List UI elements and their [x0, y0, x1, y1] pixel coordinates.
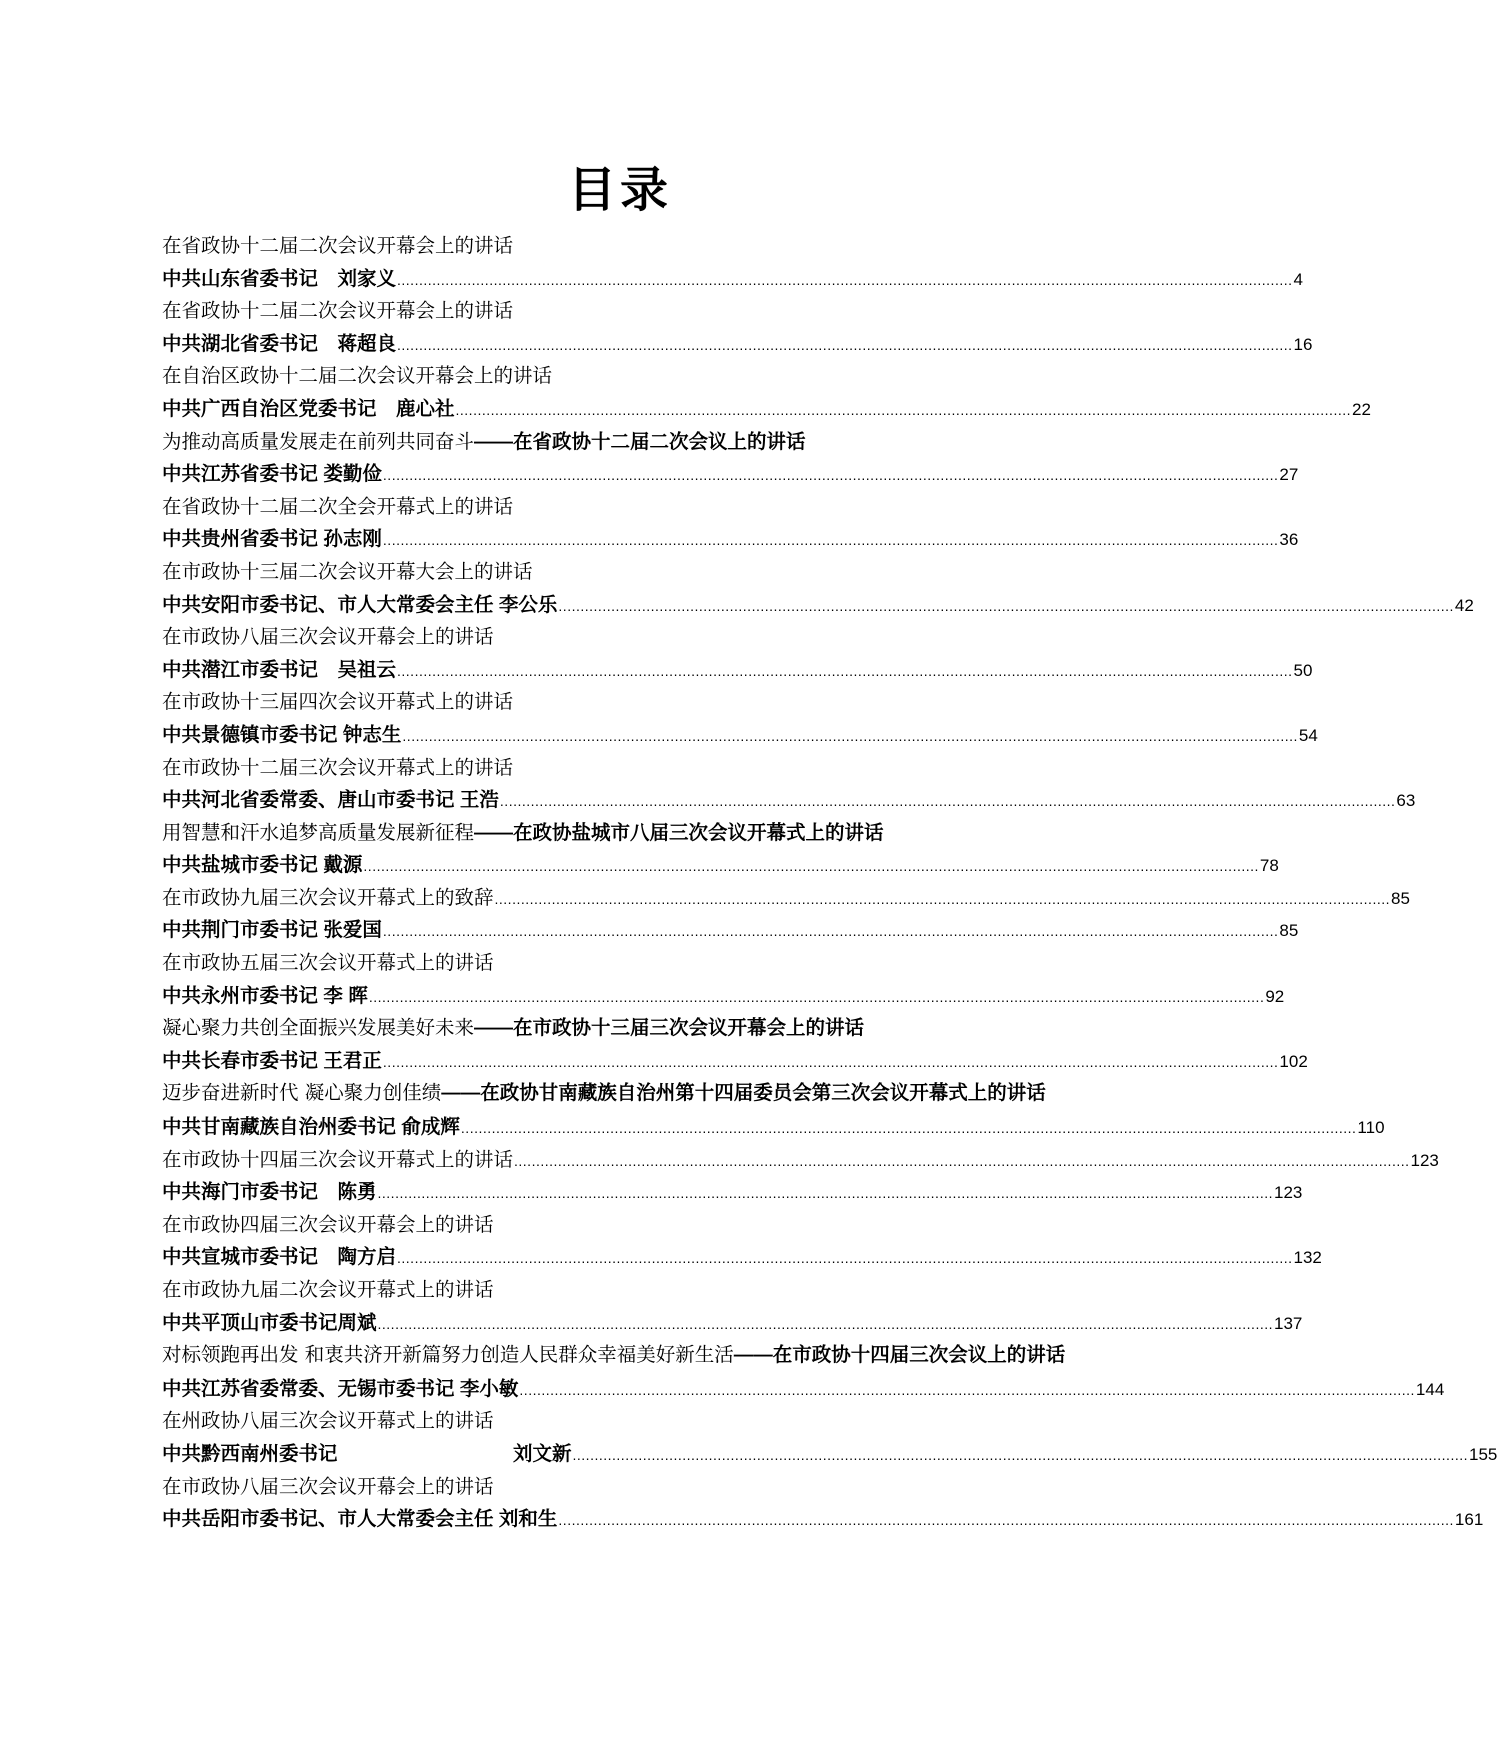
toc-entry-author-line[interactable]: [162, 458, 1299, 491]
toc-entry-page: 123: [1274, 1183, 1303, 1203]
toc-entry-author-line[interactable]: [162, 1307, 1303, 1340]
toc-entry-title: [162, 1012, 1092, 1045]
dot-leader: ............................................................................................................................................................................................................: [558, 1512, 1454, 1529]
toc-entry-author-line[interactable]: [162, 719, 1318, 752]
toc-entry-author: 中共江苏省委书记 娄勤俭: [162, 463, 382, 486]
toc-entry-author-line[interactable]: [162, 784, 1416, 817]
toc-entry-author-line[interactable]: [162, 654, 1313, 687]
toc-entry-title: 在市政协八届三次会议开幕会上的讲话: [162, 1474, 494, 1498]
toc-entry-page: 4: [1293, 269, 1303, 289]
dot-leader: ............................................................................................................................................................................................................: [397, 1250, 1293, 1267]
toc-entry-title: 在省政协十二届二次会议开幕会上的讲话: [162, 299, 514, 323]
dot-leader: ............................................................................................................................................................................................................: [377, 1185, 1274, 1202]
toc-entry-page: 50: [1293, 660, 1313, 680]
toc-entry-author-line[interactable]: [162, 980, 1285, 1013]
toc-entry-author-line[interactable]: [162, 589, 1474, 622]
dot-leader: ............................................................................................................................................................................................................: [397, 336, 1293, 353]
toc-entry-author: 中共平顶山市委书记周斌: [162, 1311, 377, 1334]
toc-entry-title: 在市政协十三届四次会议开幕式上的讲话: [162, 690, 514, 714]
page-title: 目录: [567, 162, 672, 218]
toc-entry-title-sub: ——在市政协十四届三次会议上的讲话: [733, 1344, 1066, 1367]
toc-entry-title: [162, 1077, 1092, 1111]
toc-entry-title: 在市政协九届三次会议开幕式上的致辞: [162, 885, 494, 909]
toc-entry-title: [162, 817, 1092, 850]
toc-entry-title: [162, 1339, 1092, 1373]
toc-entry-page: 22: [1352, 399, 1371, 419]
toc-entry-author: 中共长春市委书记 王君正: [162, 1049, 382, 1072]
dot-leader: ............................................................................................................................................................................................................: [494, 890, 1391, 907]
toc-entry-author: 中共宣城市委书记 陶方启: [162, 1246, 397, 1269]
toc-entry-page: 63: [1396, 791, 1416, 811]
toc-entry-title-main: 对标领跑再出发 和衷共济开新篇努力创造人民群众幸福美好新生活: [162, 1343, 734, 1367]
toc-entry-page: 85: [1391, 888, 1410, 908]
toc-entry-author: 中共安阳市委书记、市人大常委会主任 李公乐: [162, 593, 558, 616]
toc-entry-title-main: 迈步奋进新时代 凝心聚力创佳绩: [162, 1081, 442, 1105]
table-of-contents: [162, 230, 1497, 1536]
dot-leader: ............................................................................................................................................................................................................: [514, 1152, 1410, 1169]
dot-leader: ............................................................................................................................................................................................................: [460, 1120, 1357, 1137]
toc-entry-page: 123: [1410, 1150, 1439, 1170]
toc-entry-page: 36: [1279, 530, 1299, 550]
toc-entry-author: 中共岳阳市委书记、市人大常委会主任 刘和生: [162, 1508, 558, 1531]
toc-entry-page: 16: [1293, 334, 1313, 354]
dot-leader: ............................................................................................................................................................................................................: [377, 1315, 1274, 1332]
dot-leader: ............................................................................................................................................................................................................: [382, 467, 1279, 484]
toc-entry-title-sub: ——在政协甘南藏族自治州第十四届委员会第三次会议开幕式上的讲话: [441, 1082, 1046, 1105]
toc-entry-title: [162, 426, 1092, 459]
toc-entry-title-main: 凝心聚力共创全面振兴发展美好未来: [162, 1016, 475, 1040]
dot-leader: ............................................................................................................................................................................................................: [382, 1053, 1279, 1070]
dot-leader: ............................................................................................................................................................................................................: [368, 988, 1265, 1005]
toc-entry-author: 中共景德镇市委书记 钟志生: [162, 723, 402, 746]
toc-entry-page: 102: [1279, 1051, 1308, 1071]
toc-entry-author: 中共海门市委书记 陈勇: [162, 1181, 377, 1204]
dot-leader: ............................................................................................................................................................................................................: [397, 271, 1293, 288]
toc-entry-author: 中共潜江市委书记 吴祖云: [162, 658, 397, 681]
toc-entry-author: 中共盐城市委书记 戴源: [162, 854, 363, 877]
toc-entry-author: 中共甘南藏族自治州委书记 俞成辉: [162, 1116, 460, 1139]
toc-entry-title-line[interactable]: [162, 1144, 1439, 1177]
toc-entry-author: 中共广西自治区党委书记 鹿心社: [162, 397, 455, 420]
toc-entry-author: 中共山东省委书记 刘家义: [162, 267, 397, 290]
toc-entry-author-line[interactable]: [162, 263, 1303, 296]
toc-entry-title-main: 用智慧和汗水追梦高质量发展新征程: [162, 820, 475, 844]
toc-entry-page: 92: [1265, 986, 1285, 1006]
dot-leader: ............................................................................................................................................................................................................: [382, 532, 1279, 549]
toc-entry-title-sub: ——在省政协十二届二次会议上的讲话: [474, 430, 806, 453]
toc-entry-author-line[interactable]: [162, 328, 1313, 361]
toc-entry-title-sub: ——在政协盐城市八届三次会议开幕式上的讲话: [474, 821, 884, 844]
dot-leader: ............................................................................................................................................................................................................: [558, 597, 1454, 614]
toc-entry-title: 在市政协十四届三次会议开幕式上的讲话: [162, 1147, 514, 1171]
dot-leader: ............................................................................................................................................................................................................: [397, 662, 1293, 679]
toc-entry-author: 中共贵州省委书记 孙志刚: [162, 528, 382, 551]
toc-entry-page: 27: [1279, 465, 1299, 485]
toc-entry-author-line[interactable]: [162, 849, 1279, 882]
toc-entry-title: 在州政协八届三次会议开幕式上的讲话: [162, 1409, 494, 1433]
toc-entry-author: 中共江苏省委常委、无锡市委书记 李小敏: [162, 1377, 519, 1400]
dot-leader: ............................................................................................................................................................................................................: [499, 793, 1396, 810]
toc-entry-page: 42: [1454, 595, 1474, 615]
toc-entry-title: 在省政协十二届二次全会开幕式上的讲话: [162, 494, 514, 518]
toc-entry-title-line[interactable]: [162, 882, 1410, 915]
dot-leader: ............................................................................................................................................................................................................: [519, 1381, 1415, 1398]
toc-entry-page: 78: [1259, 856, 1279, 876]
toc-entry-page: 54: [1298, 725, 1318, 745]
toc-entry-page: 110: [1357, 1118, 1385, 1138]
toc-entry-author: 中共河北省委常委、唐山市委书记 王浩: [162, 789, 499, 812]
toc-entry-author-line[interactable]: [162, 1438, 1497, 1471]
toc-entry-author: 中共黔西南州委书记 刘文新: [162, 1442, 572, 1465]
toc-entry-title-main: 为推动高质量发展走在前列共同奋斗: [162, 429, 475, 453]
toc-entry-page: 161: [1454, 1510, 1484, 1530]
toc-entry-author-line[interactable]: [162, 1241, 1322, 1274]
toc-entry-author-line[interactable]: [162, 1373, 1445, 1406]
toc-entry-title: 在市政协十二届三次会议开幕式上的讲话: [162, 755, 514, 779]
toc-entry-title: 在自治区政协十二届二次会议开幕会上的讲话: [162, 364, 553, 388]
dot-leader: ............................................................................................................................................................................................................: [455, 401, 1352, 418]
toc-entry-title: 在市政协四届三次会议开幕会上的讲话: [162, 1212, 494, 1236]
toc-entry-author: 中共荆门市委书记 张爱国: [162, 919, 382, 942]
toc-entry-title-sub: ——在市政协十三届三次会议开幕会上的讲话: [474, 1017, 865, 1040]
toc-entry-title: 在市政协十三届二次会议开幕大会上的讲话: [162, 559, 533, 583]
dot-leader: ............................................................................................................................................................................................................: [572, 1446, 1469, 1463]
toc-entry-page: 155: [1469, 1444, 1497, 1464]
dot-leader: ............................................................................................................................................................................................................: [382, 923, 1279, 940]
toc-entry-author-line[interactable]: [162, 523, 1299, 556]
dot-leader: ............................................................................................................................................................................................................: [363, 858, 1259, 875]
toc-entry-author-line[interactable]: [162, 914, 1299, 947]
toc-entry-author-line[interactable]: [162, 1045, 1308, 1078]
toc-entry-page: 85: [1279, 921, 1299, 941]
toc-entry-author-line[interactable]: [162, 1176, 1303, 1209]
toc-entry-author: 中共永州市委书记 李 晖: [162, 984, 368, 1007]
toc-entry-author-line[interactable]: [162, 1503, 1484, 1536]
toc-entry-author-line[interactable]: [162, 393, 1371, 426]
toc-entry-page: 137: [1274, 1313, 1303, 1333]
toc-entry-title: 在市政协八届三次会议开幕会上的讲话: [162, 625, 494, 649]
toc-entry-page: 144: [1415, 1379, 1445, 1399]
toc-entry-page: 132: [1293, 1248, 1322, 1268]
toc-entry-author: 中共湖北省委书记 蒋超良: [162, 332, 397, 355]
toc-entry-author-line[interactable]: [162, 1111, 1385, 1144]
toc-entry-title: 在省政协十二届二次会议开幕会上的讲话: [162, 234, 514, 257]
dot-leader: ............................................................................................................................................................................................................: [402, 727, 1298, 744]
toc-entry-title: 在市政协九届二次会议开幕式上的讲话: [162, 1278, 494, 1301]
toc-entry-title: 在市政协五届三次会议开幕式上的讲话: [162, 951, 494, 975]
